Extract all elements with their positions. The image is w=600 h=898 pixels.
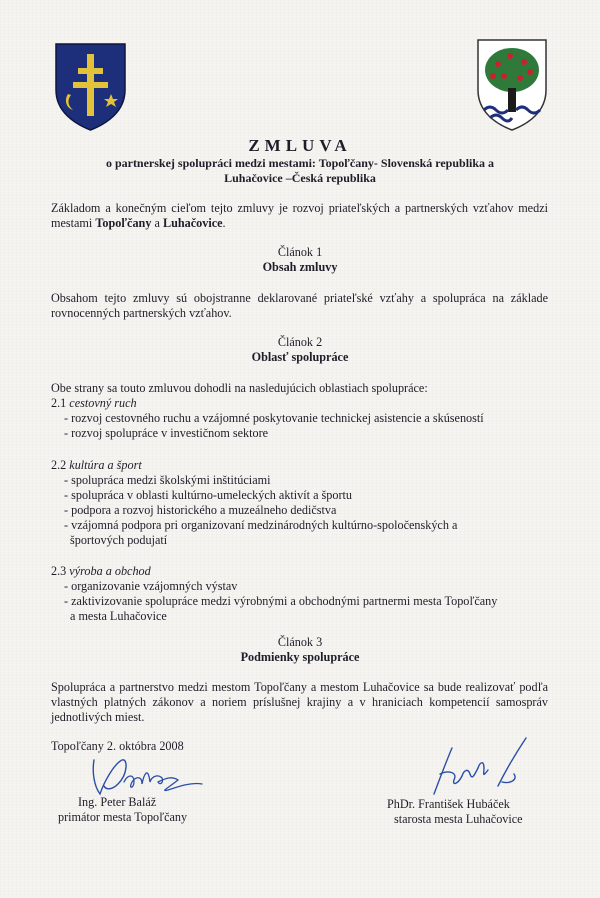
list-item: - rozvoj cestovného ruchu a vzájomné poskytovanie technickej asistencie a skúseností (64, 411, 484, 425)
list-item: - vzájomná podpora pri organizovaní medzinárodných kultúrno-spoločenských a (64, 518, 458, 532)
section-2-3-name: výroba a obchod (69, 564, 151, 578)
subtitle-line-2: Luhačovice –Česká republika (224, 171, 376, 185)
list-item: - podpora a rozvoj historického a muzeálneho dedičstva (64, 503, 337, 517)
document-subtitle (60, 156, 540, 186)
place-and-date: Topoľčany 2. októbra 2008 (51, 739, 184, 753)
article-1-number: Článok 1 (277, 245, 323, 259)
luhacovice-coat-of-arms (476, 38, 548, 132)
list-item-continuation: športových podujatí (70, 533, 168, 547)
article-1-text: Obsahom tejto zmluvy sú obojstranne deklarované priateľské vzťahy a spolupráca na základe rovnocenných partnerských vzťahov. (51, 291, 548, 320)
article-2-number: Článok 2 (277, 335, 323, 349)
subtitle-line-1: o partnerskej spolupráci medzi mestami: Topoľčany- Slovenská republika a (105, 156, 495, 170)
section-2-2-number: 2.2 (51, 458, 70, 472)
article-3-number: Článok 3 (277, 635, 323, 649)
intro-paragraph (51, 201, 548, 231)
signature-right-svg (418, 734, 538, 802)
section-2-1-name: cestovný ruch (69, 396, 137, 410)
document-title: ZMLUVA (248, 136, 352, 155)
topolcany-crest-svg (54, 42, 127, 132)
list-item-continuation: a mesta Luhačovice (70, 609, 167, 623)
intro-city-2: Luhačovice (162, 216, 223, 230)
luhacovice-crest-svg (476, 38, 548, 132)
list-item: - zaktivizovanie spolupráce medzi výrobnými a obchodnými partnermi mesta Topoľčany (64, 594, 498, 608)
section-2-3-title (51, 564, 151, 579)
list-item: - spolupráca medzi školskými inštitúciami (64, 473, 271, 487)
intro-end: . (222, 216, 226, 230)
section-2-2-title (51, 458, 142, 473)
signatory-right-role: starosta mesta Luhačovice (394, 812, 523, 826)
section-2-1-number: 2.1 (51, 396, 70, 410)
list-item: - spolupráca v oblasti kultúrno-umeleckých aktivít a športu (64, 488, 353, 502)
intro-city-1: Topoľčany (95, 216, 152, 230)
topolcany-coat-of-arms (54, 42, 127, 132)
section-2-3-number: 2.3 (51, 564, 70, 578)
article-2-intro: Obe strany sa touto zmluvou dohodli na nasledujúcich oblastiach spolupráce: (51, 381, 428, 395)
article-3-heading: Podmienky spolupráce (240, 650, 360, 664)
article-1-heading: Obsah zmluvy (262, 260, 338, 274)
list-item: - organizovanie vzájomných výstav (64, 579, 238, 593)
signatory-right-name: PhDr. František Hubáček (387, 797, 510, 811)
signatory-left-role: primátor mesta Topoľčany (58, 810, 188, 824)
section-2-2-name: kultúra a šport (69, 458, 142, 472)
list-item: - rozvoj spolupráce v investičnom sektore (64, 426, 269, 440)
section-2-1-title (51, 396, 137, 411)
article-2-heading: Oblasť spolupráce (251, 350, 349, 364)
intro-text: Základom a konečným cieľom tejto zmluvy je rozvoj priateľských a partnerských vzťahov medzi mestami (51, 201, 548, 230)
signatory-left-name: Ing. Peter Baláž (78, 795, 157, 809)
intro-and: a (151, 216, 163, 230)
article-3-text: Spolupráca a partnerstvo medzi mestom Topoľčany a mestom Luhačovice sa bude realizovať podľa vlastných platných zákonov a noriem príslušnej krajiny a v hraniciach kompetencií samospráv jednotlivých miest. (51, 680, 548, 724)
